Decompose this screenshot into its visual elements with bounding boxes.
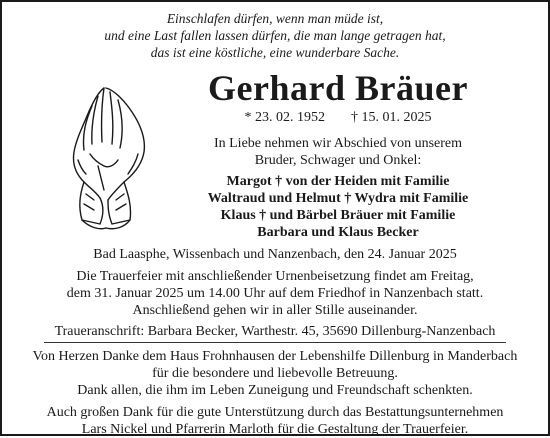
- family-member: Waltraud und Helmut † Wydra mit Familie: [207, 191, 469, 206]
- death-date: † 15. 01. 2025: [351, 110, 432, 125]
- family-member: Barbara und Klaus Becker: [257, 225, 419, 240]
- life-dates: [178, 109, 498, 127]
- poem-line: und eine Last fallen lassen dürfen, die man lange getragen hat,: [104, 28, 446, 43]
- family-member: Margot † von der Heiden mit Familie: [226, 174, 450, 189]
- thanks-line: Lars Nickel und Pfarrerin Marloth für die Gestaltung der Trauerfeier.: [81, 422, 469, 437]
- place-date: Bad Laasphe, Wissenbach und Nanzenbach, den 24. Januar 2025: [93, 247, 457, 262]
- thanks-line: für die besondere und liebevolle Betreuung.: [152, 366, 398, 381]
- funeral-line: Die Trauerfeier mit anschließender Urnenbeisetzung findet am Freitag,: [76, 269, 474, 284]
- poem: [2, 10, 548, 61]
- funeral-line: Anschließend gehen wir in aller Stille auseinander.: [132, 303, 418, 318]
- poem-line: Einschlafen dürfen, wenn man müde ist,: [166, 11, 384, 26]
- family-member: Klaus † und Bärbel Bräuer mit Familie: [220, 208, 456, 223]
- intro-line: Bruder, Schwager und Onkel:: [254, 153, 422, 168]
- family-list: [178, 173, 498, 241]
- thanks-line: Von Herzen Danke dem Haus Frohnhausen der Lebenshilfe Dillenburg in Manderbach: [32, 349, 518, 364]
- praying-hands-icon: [54, 82, 156, 232]
- thanks-line: Dank allen, die ihm im Leben Zuneigung und Freundschaft schenkten.: [77, 383, 473, 398]
- thanks-line: Auch großen Dank für die gute Unterstützung durch das Bestattungsunternehmen: [46, 405, 504, 420]
- poem-line: das ist eine köstliche, eine wunderbare Sache.: [150, 45, 400, 60]
- funeral-line: dem 31. Januar 2025 um 14.00 Uhr auf dem Friedhof in Nanzenbach statt.: [66, 286, 484, 301]
- funeral-info: [2, 268, 548, 319]
- intro-text: [178, 135, 498, 169]
- birth-date: * 23. 02. 1952: [244, 110, 325, 125]
- deceased-name: Gerhard Bräuer: [208, 68, 468, 108]
- thanks-text: [2, 348, 548, 438]
- mourning-address: Traueranschrift: Barbara Becker, Warthestr. 45, 35690 Dillenburg-Nanzenbach: [54, 324, 496, 339]
- intro-line: In Liebe nehmen wir Abschied von unserem: [213, 136, 463, 151]
- divider: [44, 342, 506, 343]
